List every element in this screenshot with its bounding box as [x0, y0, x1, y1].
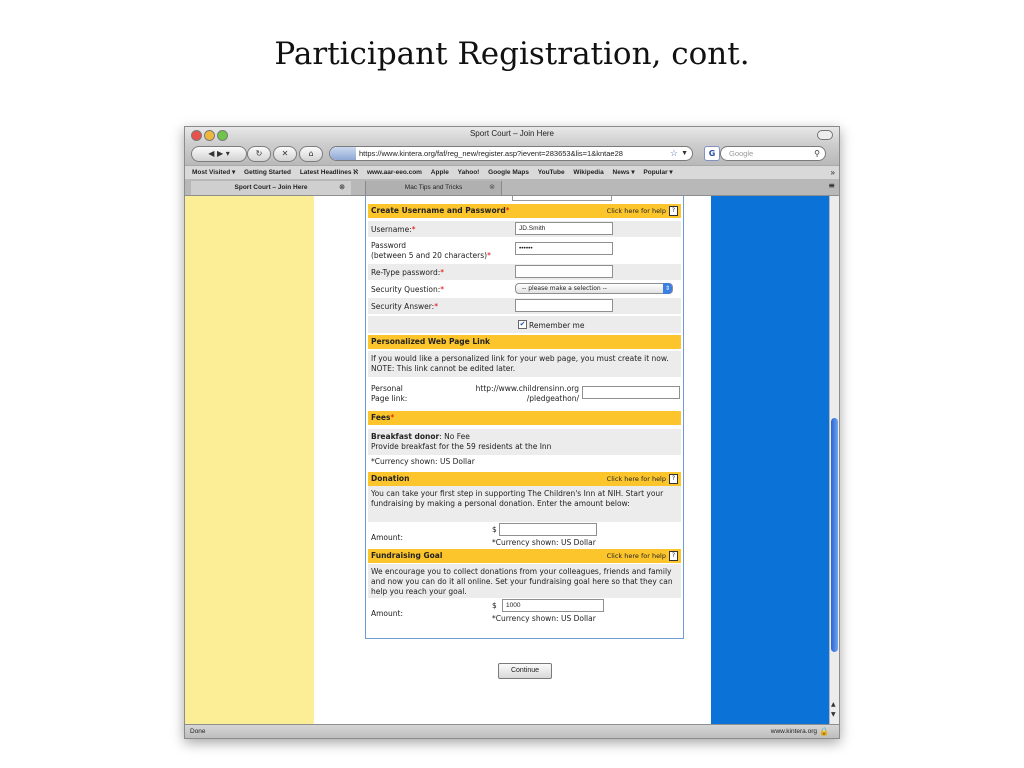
bookmark-item[interactable]: YouTube [537, 169, 565, 176]
address-url[interactable]: https://www.kintera.org/faf/reg_new/register.asp?ievent=283653&lis=1&kntae28 [359, 149, 623, 158]
registration-form [365, 196, 684, 639]
bookmark-item[interactable]: Yahoo! [457, 169, 480, 176]
form-row-security-question [368, 281, 681, 297]
required-marker: * [434, 302, 438, 311]
security-question-select[interactable] [515, 283, 673, 294]
fee-amount: : No Fee [439, 432, 470, 441]
security-question-label [371, 285, 444, 294]
section-title: Fees [371, 413, 391, 422]
required-marker: * [505, 206, 510, 215]
reload-icon: ↻ [255, 149, 263, 158]
label-text: Security Question: [371, 285, 441, 294]
left-decorative-column [185, 196, 314, 724]
section-header-goal [368, 549, 681, 563]
form-row-password [368, 238, 681, 263]
help-link-label[interactable]: Click here for help [606, 207, 666, 215]
bookmark-item[interactable]: Google Maps [488, 169, 529, 176]
donation-amount-input[interactable] [499, 523, 597, 536]
label-text: Username: [371, 225, 412, 234]
donation-dollar-sign: $ [492, 525, 497, 534]
fees-currency-note: *Currency shown: US Dollar [371, 457, 475, 466]
fees-currency-row [368, 455, 681, 468]
password-input[interactable]: •••••• [515, 242, 613, 255]
retype-label [371, 268, 444, 277]
label-text: Re-Type password: [371, 268, 441, 277]
search-input[interactable] [720, 146, 826, 161]
link-prefix-1: http://www.childrensinn.org [475, 384, 579, 393]
fee-name: Breakfast donor [371, 432, 440, 441]
toolbar-toggle-button[interactable] [817, 130, 833, 140]
section-header-donation [368, 472, 681, 486]
title-bar [185, 127, 839, 143]
label-text: (between 5 and 20 characters) [371, 251, 488, 260]
browser-window [184, 126, 840, 739]
form-row-retype [368, 264, 681, 280]
security-answer-label [371, 302, 438, 311]
search-engine-selector[interactable]: G [704, 146, 720, 161]
goal-text: We encourage you to collect donations from your colleagues, friends and family and now you can do it all online. Set your fundraising goal here so that they can help you reach your goal. [371, 567, 673, 596]
section-title: Donation [371, 474, 410, 483]
donation-currency-note: *Currency shown: US Dollar [492, 538, 596, 547]
bookmark-item[interactable]: Most Visited ▾ [192, 169, 236, 176]
vertical-scrollbar[interactable] [829, 196, 840, 724]
fee-description: Provide breakfast for the 59 residents at the Inn [371, 442, 552, 451]
form-row-security-answer [368, 298, 681, 314]
help-icon[interactable]: ? [669, 551, 678, 561]
scroll-down-icon[interactable]: ▼ [831, 711, 836, 718]
section-header-username [368, 204, 681, 218]
right-decorative-column [711, 196, 829, 724]
slide-title: Participant Registration, cont. [274, 36, 750, 72]
window-title: Sport Court – Join Here [469, 129, 555, 138]
required-marker: * [390, 413, 395, 422]
lock-icon[interactable]: 🔒 [819, 727, 829, 736]
personal-link-label-2: Page link: [371, 394, 408, 403]
goal-amount-input[interactable]: 1000 [502, 599, 604, 612]
link-prefix-2: /pledgeathon/ [526, 394, 579, 403]
label-text: Security Answer: [371, 302, 435, 311]
tab-bar [185, 179, 839, 196]
form-row-username [368, 221, 681, 237]
help-link-label[interactable]: Click here for help [606, 552, 666, 560]
home-icon: ⌂ [308, 149, 314, 158]
tab-label: Sport Court – Join Here [234, 184, 308, 191]
select-value: -- please make a selection -- [522, 285, 607, 292]
required-marker: * [487, 251, 491, 260]
personal-link-input[interactable] [582, 386, 680, 399]
web-page-note: If you would like a personalized link for your web page, you must create it now. NOTE: This link cannot be edited later. [371, 354, 669, 373]
stop-button[interactable] [273, 146, 297, 162]
back-icon[interactable]: ◀ [208, 149, 215, 158]
bookmark-item[interactable]: News ▾ [612, 169, 635, 176]
select-arrows-icon[interactable]: ⇕ [664, 285, 671, 292]
remember-me-checkbox[interactable]: ✔ [519, 320, 526, 328]
scroll-up-icon[interactable]: ▲ [831, 701, 836, 708]
bookmark-item[interactable]: Wikipedia [573, 169, 604, 176]
status-bar [185, 724, 839, 739]
password-label-line2 [371, 251, 491, 260]
tab-mac-tips[interactable] [365, 181, 502, 195]
bookmark-item[interactable]: Popular ▾ [643, 169, 673, 176]
help-link-label[interactable]: Click here for help [606, 475, 666, 483]
bookmark-item[interactable]: Getting Started [244, 169, 291, 176]
tab-label: Mac Tips and Tricks [404, 184, 463, 191]
reload-button[interactable] [247, 146, 271, 162]
help-link[interactable] [607, 204, 678, 218]
donation-amount-label: Amount: [371, 533, 403, 542]
password-label-line1: Password [371, 241, 407, 250]
bookmark-item[interactable]: www.aar-eeo.com [366, 169, 422, 176]
form-row-goal-amount [368, 599, 681, 625]
required-marker: * [411, 225, 416, 234]
close-tab-icon[interactable]: ⊗ [489, 184, 495, 191]
close-tab-icon[interactable]: ⊗ [339, 184, 345, 191]
tab-list-icon[interactable]: ≡ [828, 181, 835, 190]
personal-link-label-1: Personal [371, 384, 403, 393]
form-row-donation-amount [368, 523, 681, 549]
help-icon[interactable]: ? [669, 206, 678, 216]
donation-text: You can take your first step in supporting The Children's Inn at NIH. Start your fundraising by making a personal donation. Enter the amount below: [371, 489, 664, 508]
section-title: Personalized Web Page Link [371, 337, 491, 346]
clipped-field[interactable] [512, 196, 612, 201]
username-input[interactable]: JD.Smith [515, 222, 613, 235]
required-marker: * [440, 285, 445, 294]
forward-icon[interactable]: ▶ [216, 149, 224, 158]
retype-password-input[interactable] [515, 265, 613, 278]
goal-amount-label: Amount: [371, 609, 403, 618]
web-page-note-row [368, 351, 681, 377]
section-title: Fundraising Goal [371, 551, 443, 560]
navigation-toolbar [185, 143, 839, 165]
site-identity-icon[interactable] [330, 147, 356, 160]
fees-row [368, 429, 681, 455]
section-header-web-page [368, 335, 681, 349]
bookmark-item[interactable]: Latest Headlines ℵ [299, 169, 359, 176]
security-answer-input[interactable] [515, 299, 613, 312]
section-header-fees [368, 411, 681, 425]
stop-icon: ✕ [281, 149, 289, 158]
bookmarks-overflow-icon[interactable]: » [830, 168, 835, 177]
help-icon[interactable]: ? [669, 474, 678, 484]
status-domain: www.kintera.org [770, 728, 817, 735]
home-button[interactable] [299, 146, 323, 162]
search-placeholder: Google [729, 149, 754, 158]
search-icon[interactable]: ⚲ [814, 149, 820, 158]
bookmark-item[interactable]: Apple [430, 169, 449, 176]
fee-item [371, 432, 470, 441]
page-viewport [185, 196, 829, 724]
help-link[interactable] [607, 472, 678, 486]
status-text: Done [190, 728, 206, 735]
history-dropdown-icon[interactable]: ▾ [225, 149, 230, 158]
continue-button[interactable]: Continue [498, 663, 552, 679]
required-marker: * [440, 268, 445, 277]
goal-text-row [368, 564, 681, 598]
bookmark-star-icon[interactable]: ☆ [669, 148, 678, 158]
goal-currency-note: *Currency shown: US Dollar [492, 614, 596, 623]
scroll-thumb[interactable] [831, 418, 838, 652]
url-dropdown-icon[interactable]: ▼ [681, 150, 688, 157]
username-label [371, 225, 416, 234]
donation-text-row [368, 486, 681, 522]
clipped-row [366, 196, 683, 202]
form-row-personal-link [368, 379, 681, 407]
help-link[interactable] [607, 549, 678, 563]
remember-me-label: Remember me [529, 321, 585, 330]
address-bar[interactable] [329, 146, 693, 161]
back-forward-buttons[interactable] [191, 146, 247, 162]
section-title: Create Username and Password [371, 206, 506, 215]
goal-dollar-sign: $ [492, 601, 497, 610]
bookmarks-bar [185, 165, 839, 180]
form-row-remember [368, 316, 681, 333]
tab-sport-court[interactable] [191, 181, 351, 195]
